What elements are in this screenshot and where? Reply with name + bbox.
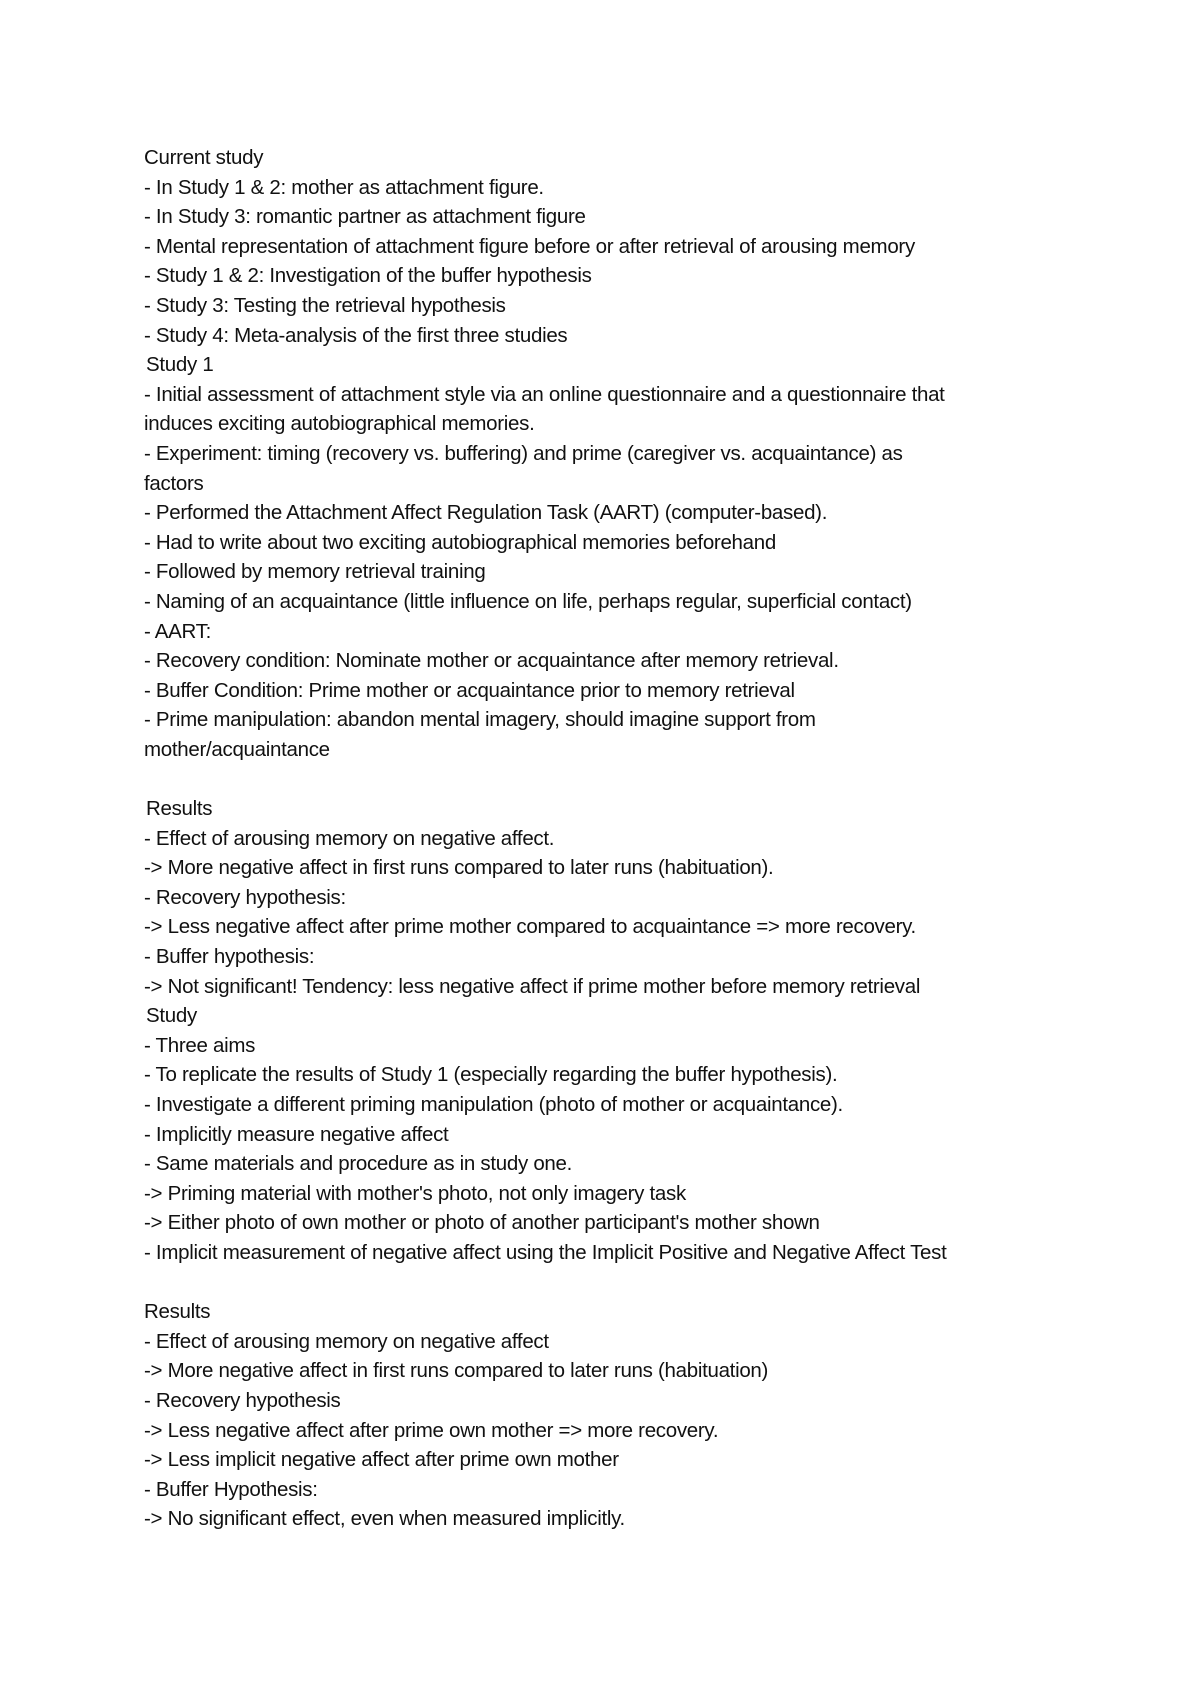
text-line: mother/acquaintance (144, 737, 330, 761)
text-line: - Same materials and procedure as in study one. (144, 1152, 573, 1176)
text-line: factors (144, 471, 204, 495)
text-line: - Buffer hypothesis: (144, 945, 315, 969)
text-line: - Study 1 & 2: Investigation of the buffer hypothesis (144, 264, 592, 288)
section-heading-study: Study (146, 1004, 197, 1028)
text-line: - Buffer Hypothesis: (144, 1477, 318, 1501)
text-line: -> More negative affect in first runs compared to later runs (habituation) (144, 1359, 769, 1383)
document-body (144, 143, 1064, 1534)
text-line: - Recovery hypothesis: (144, 885, 346, 909)
blank-line (144, 1268, 1064, 1298)
section-heading-study-1: Study 1 (146, 353, 214, 377)
text-line: - Study 4: Meta-analysis of the first three studies (144, 323, 568, 347)
text-line: - Had to write about two exciting autobiographical memories beforehand (144, 530, 776, 554)
text-line: - Recovery condition: Nominate mother or acquaintance after memory retrieval. (144, 649, 839, 673)
text-line: -> Priming material with mother's photo, not only imagery task (144, 1181, 686, 1205)
section-heading-results: Results (144, 1300, 211, 1324)
text-line: - Mental representation of attachment figure before or after retrieval of arousing memory (144, 234, 915, 258)
text-line: - Buffer Condition: Prime mother or acquaintance prior to memory retrieval (144, 678, 795, 702)
text-line: - Implicit measurement of negative affect using the Implicit Positive and Negative Affect Test (144, 1240, 947, 1264)
text-line: - Naming of an acquaintance (little influence on life, perhaps regular, superficial contact) (144, 589, 912, 613)
text-line: - Recovery hypothesis (144, 1388, 341, 1412)
blank-line (144, 764, 1064, 794)
text-line: -> No significant effect, even when measured implicitly. (144, 1507, 625, 1531)
text-line: -> Not significant! Tendency: less negative affect if prime mother before memory retrieval (144, 974, 921, 998)
text-line: - Prime manipulation: abandon mental imagery, should imagine support from (144, 708, 816, 732)
text-line: - Investigate a different priming manipulation (photo of mother or acquaintance). (144, 1093, 843, 1116)
text-line: - Effect of arousing memory on negative affect. (144, 826, 555, 850)
text-line: - In Study 3: romantic partner as attachment figure (144, 205, 586, 229)
section-heading-results: Results (146, 797, 213, 821)
text-line: - Three aims (144, 1033, 256, 1057)
section-heading-current-study: Current study (144, 146, 264, 169)
text-line: induces exciting autobiographical memories. (144, 412, 535, 436)
text-line: - Implicitly measure negative affect (144, 1122, 449, 1146)
text-line: -> Less implicit negative affect after prime own mother (144, 1448, 619, 1472)
text-line: - Experiment: timing (recovery vs. buffering) and prime (caregiver vs. acquaintance) as (144, 441, 903, 465)
text-line: - Initial assessment of attachment style via an online questionnaire and a questionnaire that (144, 382, 945, 406)
text-line: -> Either photo of own mother or photo of another participant's mother shown (144, 1211, 820, 1235)
text-line: - In Study 1 & 2: mother as attachment figure. (144, 175, 544, 199)
text-line: - Performed the Attachment Affect Regulation Task (AART) (computer-based). (144, 501, 828, 525)
text-line: -> Less negative affect after prime mother compared to acquaintance => more recovery. (144, 915, 916, 939)
text-line: - AART: (144, 619, 212, 643)
text-line: -> More negative affect in first runs compared to later runs (habituation). (144, 856, 774, 880)
text-line: - Study 3: Testing the retrieval hypothesis (144, 293, 506, 317)
text-line: - Effect of arousing memory on negative affect (144, 1329, 549, 1353)
text-line: - Followed by memory retrieval training (144, 560, 486, 584)
text-line: -> Less negative affect after prime own mother => more recovery. (144, 1418, 719, 1442)
text-line: - To replicate the results of Study 1 (especially regarding the buffer hypothesis). (144, 1063, 838, 1087)
